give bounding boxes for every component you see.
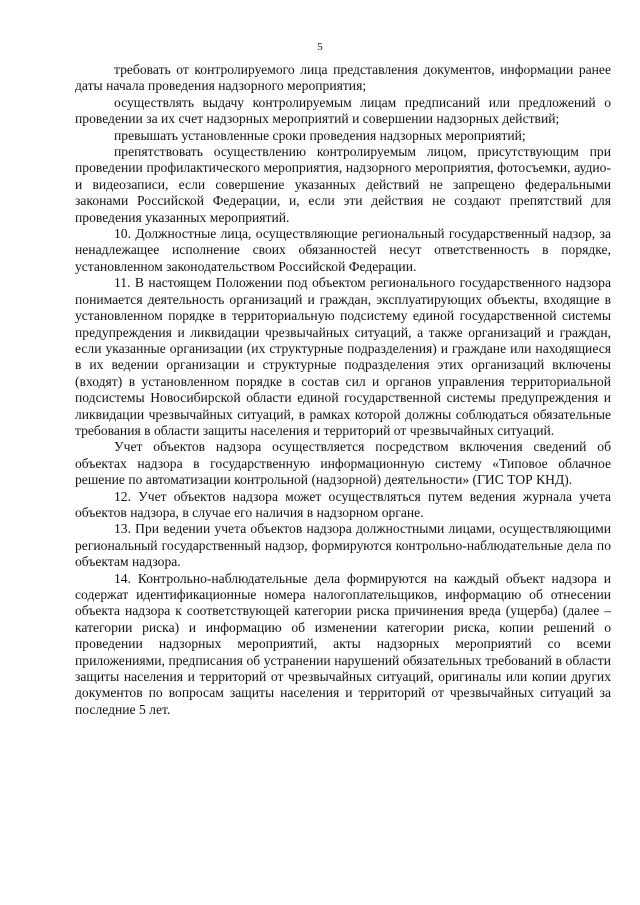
paragraph-demand-documents: требовать от контролируемого лица представления документов, информации ранее даты начала проведения надзорного мероприятия; <box>75 62 611 94</box>
paragraph-item-14: 14. Контрольно-наблюдательные дела формируются на каждый объект надзора и содержат идентификационные номера налогоплательщиков, информацию об отнесении объекта надзора к соответствующей категории риска причинения вреда (ущерба) (далее – категории риска) и информацию об изменении категории риска, копии решений о проведении надзорных мероприятий, акты надзорных мероприятий со всеми приложениями, предписания об устранении нарушений обязательных требований в области защиты населения и территорий от чрезвычайных ситуаций, оригиналы или копии других документов по вопросам защиты населения и территорий от чрезвычайных ситуаций за последние 5 лет. <box>75 570 611 717</box>
paragraph-obstruct-recording: препятствовать осуществлению контролируемым лицом, присутствующим при проведении профилактического мероприятия, надзорного мероприятия, фотосъемки, аудио- и видеозаписи, если совершение указанных действий не запрещено федеральными законами Российской Федерации, и, если эти действия не создают препятствий для проведения указанных мероприятий. <box>75 144 611 225</box>
paragraph-item-10: 10. Должностные лица, осуществляющие региональный государственный надзор, за ненадлежащее исполнение своих обязанностей несут ответственность в порядке, установленном законодательством Российской Федерации. <box>75 226 611 274</box>
paragraph-item-11: 11. В настоящем Положении под объектом регионального государственного надзора понимается деятельность организаций и граждан, эксплуатирующих объекты, входящие в установленном порядке в территориальную подсистему единой государственной системы предупреждения и ликвидации чрезвычайных ситуаций, а также организаций и граждан, если указанные организации (их структурные подразделения) и граждане или находящиеся в их ведении организации и структурные подразделения этих организаций включены (входят) в установленном порядке в состав сил и органов управления территориальной подсистемы Новосибирской области единой государственной системы предупреждения и ликвидации чрезвычайных ситуаций, в рамках которой должны соблюдаться обязательные требования в области защиты населения и территорий от чрезвычайных ситуаций. <box>75 275 611 438</box>
paragraph-item-13: 13. При ведении учета объектов надзора должностными лицами, осуществляющими региональный государственный надзор, формируются контрольно-наблюдательные дела по объектам надзора. <box>75 521 611 570</box>
paragraph-exceed-deadlines: превышать установленные сроки проведения надзорных мероприятий; <box>114 127 526 143</box>
page-number: 5 <box>317 41 323 53</box>
paragraph-issue-prescriptions: осуществлять выдачу контролируемым лицам предписаний или предложений о проведении за их счет надзорных мероприятий и совершении надзорных действий; <box>75 94 611 127</box>
document-body <box>75 62 611 718</box>
paragraph-accounting-gis: Учет объектов надзора осуществляется посредством включения сведений об объектах надзора в государственную информационную систему «Типовое облачное решение по автоматизации контрольной (надзорной) деятельности» (ГИС ТОР КНД). <box>75 439 611 488</box>
paragraph-item-12: 12. Учет объектов надзора может осуществляться путем ведения журнала учета объектов надзора, в случае его наличия в надзорном органе. <box>75 488 611 520</box>
